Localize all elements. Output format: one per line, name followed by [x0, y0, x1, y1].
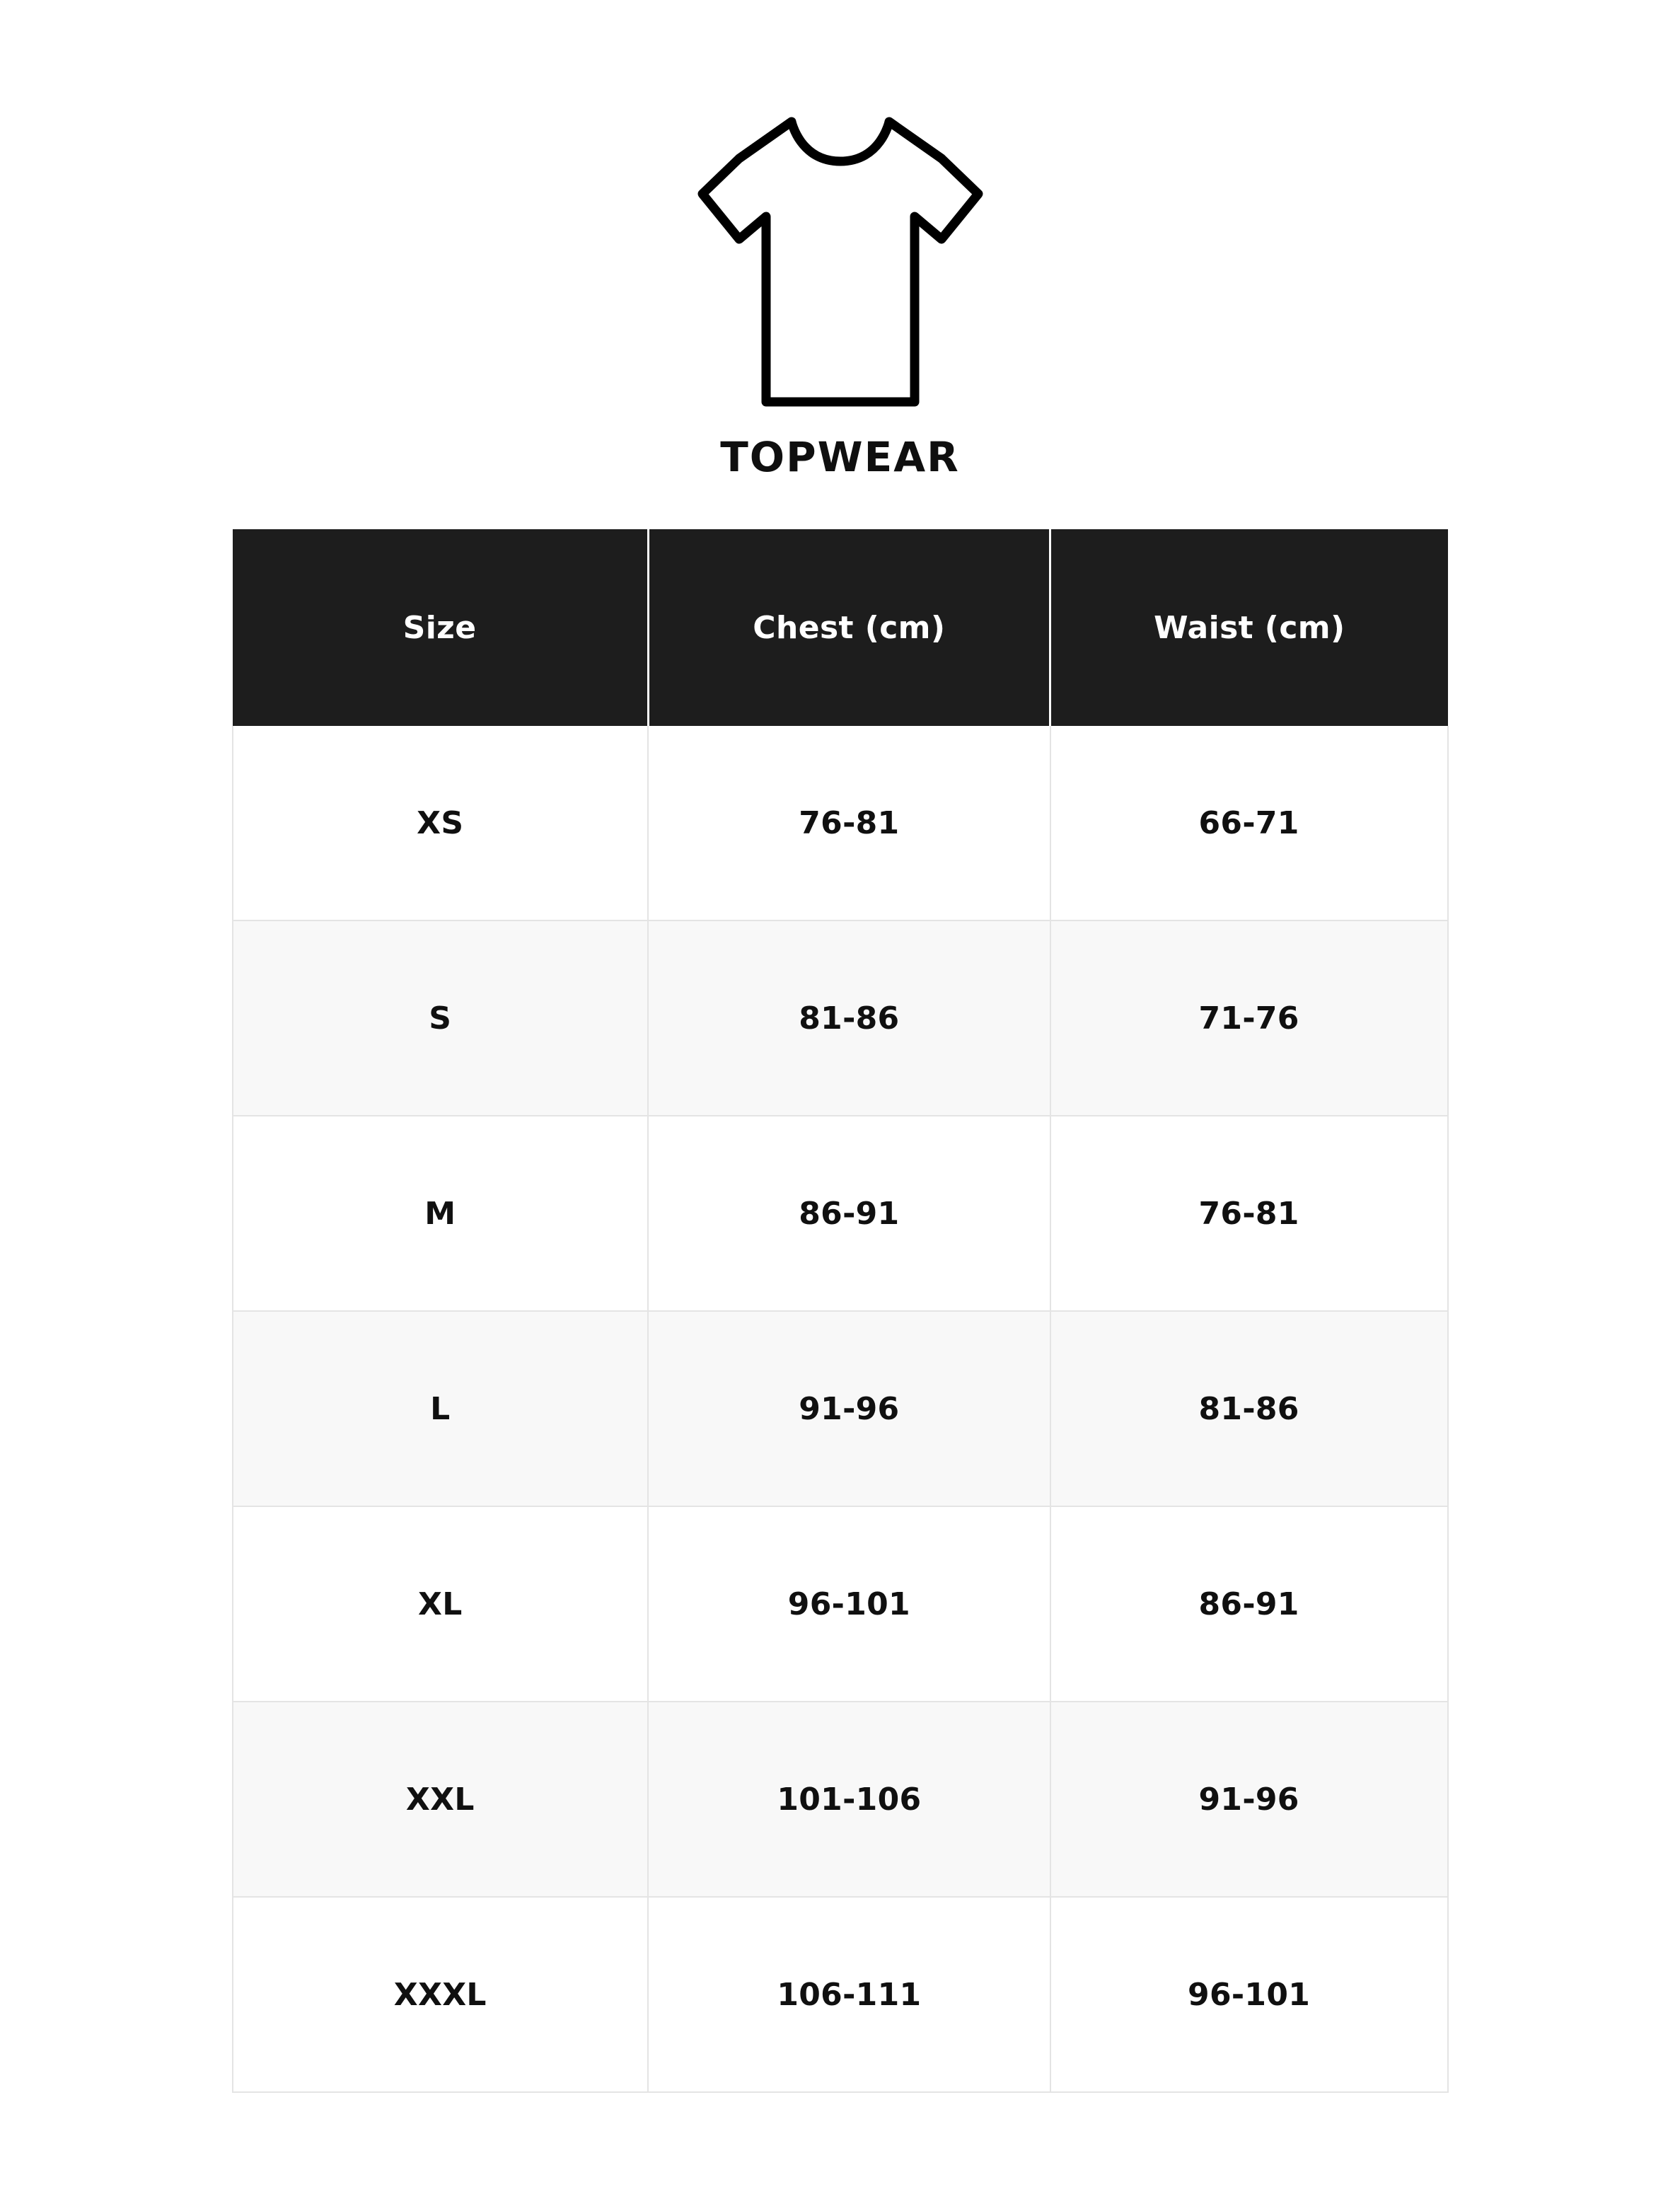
cell-size: L	[233, 1311, 649, 1506]
cell-size: XXL	[233, 1702, 649, 1897]
page-title: TOPWEAR	[720, 433, 960, 481]
cell-waist: 86-91	[1050, 1506, 1448, 1702]
table-body	[233, 726, 1448, 2092]
cell-size: XL	[233, 1506, 649, 1702]
cell-chest: 81-86	[648, 920, 1050, 1116]
table-row	[233, 1116, 1448, 1311]
cell-waist: 66-71	[1050, 726, 1448, 920]
table-header	[233, 529, 1448, 726]
cell-waist: 81-86	[1050, 1311, 1448, 1506]
size-table	[232, 529, 1449, 2093]
column-header-size: Size	[233, 529, 649, 726]
cell-size: XS	[233, 726, 649, 920]
cell-chest: 96-101	[648, 1506, 1050, 1702]
cell-waist: 76-81	[1050, 1116, 1448, 1311]
table-row	[233, 1897, 1448, 2092]
chart-header	[0, 0, 1680, 481]
cell-chest: 76-81	[648, 726, 1050, 920]
table-row	[233, 1506, 1448, 1702]
table-row	[233, 920, 1448, 1116]
cell-chest: 101-106	[648, 1702, 1050, 1897]
table-row	[233, 726, 1448, 920]
cell-size: S	[233, 920, 649, 1116]
cell-chest: 91-96	[648, 1311, 1050, 1506]
table-header-row	[233, 529, 1448, 726]
table-row	[233, 1311, 1448, 1506]
column-header-waist: Waist (cm)	[1050, 529, 1448, 726]
cell-size: XXXL	[233, 1897, 649, 2092]
size-table-container	[232, 529, 1449, 2093]
cell-waist: 96-101	[1050, 1897, 1448, 2092]
cell-waist: 71-76	[1050, 920, 1448, 1116]
cell-size: M	[233, 1116, 649, 1311]
cell-waist: 91-96	[1050, 1702, 1448, 1897]
column-header-chest: Chest (cm)	[648, 529, 1050, 726]
tshirt-icon	[688, 106, 992, 417]
cell-chest: 106-111	[648, 1897, 1050, 2092]
cell-chest: 86-91	[648, 1116, 1050, 1311]
table-row	[233, 1702, 1448, 1897]
